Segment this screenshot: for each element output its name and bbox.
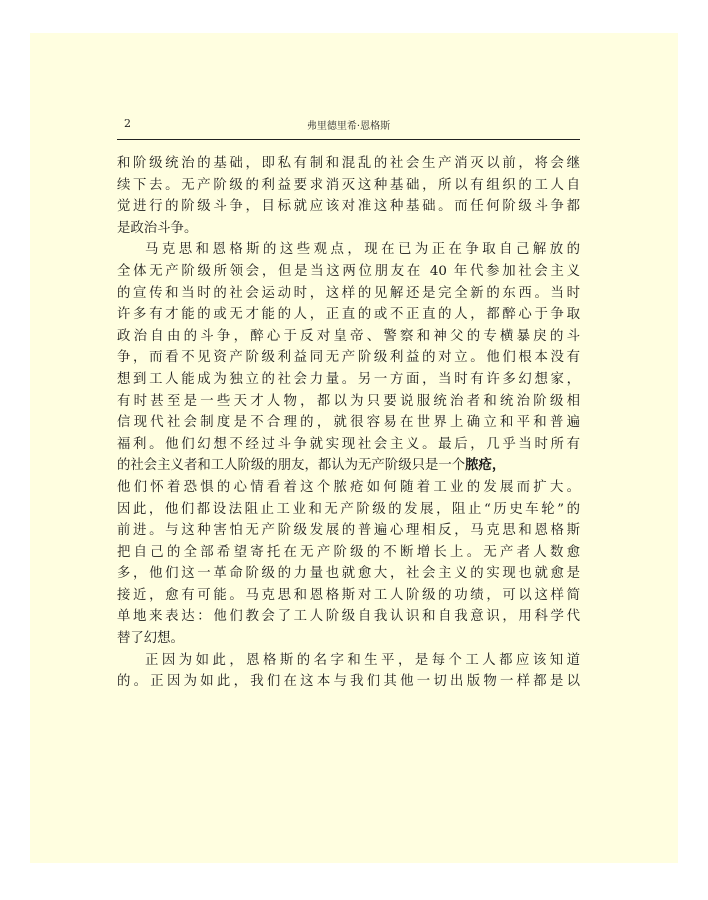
text-line: 的。正因为如此，我们在这本与我们其他一切出版物一样都是以	[117, 674, 580, 690]
text-line: 是政治斗争。	[117, 220, 198, 236]
text-line: 因此，他们都设法阻止工业和无产阶级的发展，阻止“历史车轮”的	[117, 501, 580, 517]
text-line-with-emphasis	[117, 455, 580, 477]
text-line: 多，他们这一革命阶级的力量也就愈大，社会主义的实现也就愈是	[117, 566, 580, 582]
text-line: 想到工人能成为独立的社会力量。另一方面，当时有许多幻想家，	[117, 371, 580, 387]
text-line: 的社会主义者和工人阶级的朋友，都认为无产阶级只是一个	[117, 458, 466, 474]
text-line: 和阶级统治的基础，即私有制和混乱的社会生产消灭以前，将会继	[117, 156, 580, 171]
body-text	[117, 153, 580, 693]
running-title: 弗里德里希·恩格斯	[306, 121, 391, 132]
page-header	[117, 117, 580, 140]
text-line: 有时甚至是一些天才人物，都以为只要说服统治者和统治阶级相	[117, 393, 580, 409]
emphasized-word: 脓疮，	[465, 457, 506, 474]
text-line: 的宣传和当时的社会运动时，这样的见解还是完全新的东西。当时	[117, 285, 580, 301]
page-number: 2	[124, 117, 131, 130]
paragraph-first-line: 正因为如此，恩格斯的名字和生平，是每个工人都应该知道	[145, 652, 580, 668]
text-line: 全体无产阶级所领会，但是当这两位朋友在 40 年代参加社会主义	[117, 263, 580, 279]
text-line: 许多有才能的或无才能的人，正直的或不正直的人，都醉心于争取	[117, 307, 580, 323]
text-line: 把自己的全部希望寄托在无产阶级的不断增长上。无产者人数愈	[117, 544, 580, 560]
text-line: 单地来表达：他们教会了工人阶级自我认识和自我意识，用科学代	[117, 609, 580, 625]
text-line: 他们怀着恐惧的心情看着这个脓疮如何随着工业的发展而扩大。	[117, 479, 580, 495]
text-line: 前进。与这种害怕无产阶级发展的普遍心理相反，马克思和恩格斯	[117, 523, 580, 539]
text-line: 争，而看不见资产阶级利益同无产阶级利益的对立。他们根本没有	[117, 350, 580, 366]
text-line: 续下去。无产阶级的利益要求消灭这种基础，所以有组织的工人自	[117, 177, 580, 193]
text-line: 替了幻想。	[117, 631, 184, 647]
text-line: 信现代社会制度是不合理的，就很容易在世界上确立和平和普遍	[117, 415, 580, 431]
paragraph-first-line: 马克思和恩格斯的这些观点，现在已为正在争取自己解放的	[145, 242, 580, 258]
text-line: 政治自由的斗争，醉心于反对皇帝、警察和神父的专横暴戾的斗	[117, 328, 580, 344]
text-line: 觉进行的阶级斗争，目标就应该对准这种基础。而任何阶级斗争都	[117, 199, 580, 215]
text-line: 接近，愈有可能。马克思和恩格斯对工人阶级的功绩，可以这样简	[117, 587, 580, 603]
text-line: 福利。他们幻想不经过斗争就实现社会主义。最后，几乎当时所有	[117, 436, 580, 452]
